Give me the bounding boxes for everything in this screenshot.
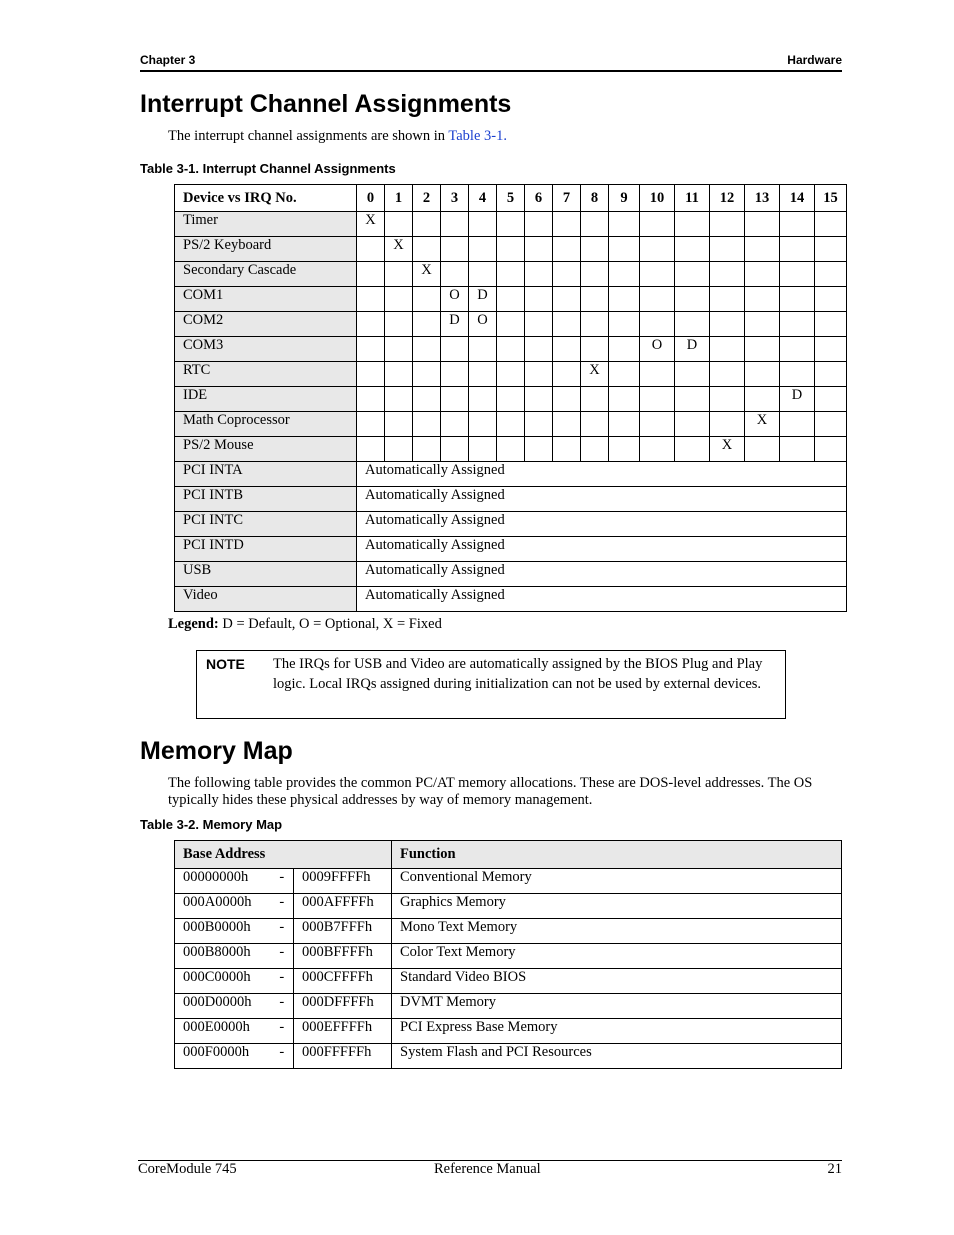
irq-cell (745, 262, 780, 287)
range-separator: - (271, 919, 294, 944)
device-name: COM3 (175, 337, 357, 362)
irq-cell (609, 262, 640, 287)
table-row (175, 462, 847, 487)
irq-table-body (175, 212, 847, 612)
device-name: IDE (175, 387, 357, 412)
irq-cell (710, 287, 745, 312)
irq-cell (710, 312, 745, 337)
irq-cell (441, 362, 469, 387)
irq-cell (640, 287, 675, 312)
table-row (175, 944, 842, 969)
irq-cell (413, 337, 441, 362)
device-name: Timer (175, 212, 357, 237)
irq-cell (815, 362, 847, 387)
irq-header-4: 4 (469, 185, 497, 212)
table-row (175, 1019, 842, 1044)
irq-cell (497, 212, 525, 237)
start-address: 000A0000h (175, 894, 271, 919)
irq-cell (413, 287, 441, 312)
irq-cell: D (441, 312, 469, 337)
irq-cell (640, 412, 675, 437)
irq-cell (581, 312, 609, 337)
irq-cell (675, 312, 710, 337)
page-number: 21 (827, 1161, 842, 1177)
table-row (175, 537, 847, 562)
table-row (175, 362, 847, 387)
irq-header-1: 1 (385, 185, 413, 212)
irq-cell (640, 262, 675, 287)
irq-cell (640, 237, 675, 262)
irq-cell (413, 437, 441, 462)
irq-cell (745, 237, 780, 262)
irq-cell (640, 362, 675, 387)
chapter-label: Chapter 3 (140, 53, 196, 67)
irq-cell (640, 312, 675, 337)
range-separator: - (271, 944, 294, 969)
irq-cell (609, 387, 640, 412)
irq-table-header-row (175, 185, 847, 212)
table-row (175, 237, 847, 262)
irq-cell (710, 362, 745, 387)
irq-cell (413, 212, 441, 237)
table-row (175, 262, 847, 287)
irq-cell (710, 337, 745, 362)
start-address: 000D0000h (175, 994, 271, 1019)
irq-cell (525, 337, 553, 362)
irq-cell (581, 287, 609, 312)
device-name: PCI INTB (175, 487, 357, 512)
auto-assigned-cell: Automatically Assigned (357, 562, 847, 587)
start-address: 000C0000h (175, 969, 271, 994)
auto-assigned-cell: Automatically Assigned (357, 487, 847, 512)
irq-cell (780, 337, 815, 362)
irq-cell (357, 312, 385, 337)
irq-cell (581, 337, 609, 362)
auto-assigned-cell: Automatically Assigned (357, 587, 847, 612)
device-name: RTC (175, 362, 357, 387)
irq-cell (675, 412, 710, 437)
irq-cell (469, 437, 497, 462)
irq-cell (357, 337, 385, 362)
irq-cell (525, 362, 553, 387)
irq-cell (745, 387, 780, 412)
table-row (175, 437, 847, 462)
section-label: Hardware (787, 53, 842, 67)
table-row (175, 312, 847, 337)
irq-cell: X (710, 437, 745, 462)
range-separator: - (271, 1044, 294, 1069)
irq-cell (441, 212, 469, 237)
irq-cell (497, 312, 525, 337)
note-text: The IRQs for USB and Video are automatically assigned by the BIOS Plug and Play logic. Local IRQs assigned during initialization can not be used by external devices. (273, 656, 763, 692)
function-header: Function (392, 841, 842, 869)
irq-cell (413, 312, 441, 337)
irq-intro (168, 128, 507, 145)
irq-cell (497, 287, 525, 312)
irq-cell (780, 262, 815, 287)
table-row (175, 512, 847, 537)
device-name: PS/2 Mouse (175, 437, 357, 462)
function-cell: System Flash and PCI Resources (392, 1044, 842, 1069)
function-cell: DVMT Memory (392, 994, 842, 1019)
irq-cell (357, 262, 385, 287)
irq-cell (675, 287, 710, 312)
irq-cell (413, 412, 441, 437)
footer-doc-type: Reference Manual (434, 1161, 541, 1177)
irq-cell (609, 437, 640, 462)
memory-section-title: Memory Map (140, 737, 293, 765)
table-row (175, 919, 842, 944)
table-row (175, 412, 847, 437)
irq-intro-suffix: . (503, 128, 507, 144)
device-name: USB (175, 562, 357, 587)
irq-header-10: 10 (640, 185, 675, 212)
end-address: 0009FFFFh (294, 869, 392, 894)
start-address: 000F0000h (175, 1044, 271, 1069)
irq-cell (581, 262, 609, 287)
irq-cell (815, 212, 847, 237)
irq-cell (357, 362, 385, 387)
irq-cell: X (581, 362, 609, 387)
irq-cell (675, 262, 710, 287)
note-box (196, 650, 786, 719)
irq-header-9: 9 (609, 185, 640, 212)
irq-cell (441, 387, 469, 412)
irq-cell (609, 362, 640, 387)
irq-cell (441, 337, 469, 362)
irq-cell (441, 237, 469, 262)
start-address: 000B0000h (175, 919, 271, 944)
range-separator: - (271, 969, 294, 994)
irq-cell (815, 287, 847, 312)
legend (168, 616, 442, 633)
irq-cell (385, 262, 413, 287)
irq-cell (609, 287, 640, 312)
end-address: 000DFFFFh (294, 994, 392, 1019)
memory-table-header-row (175, 841, 842, 869)
irq-cell (675, 437, 710, 462)
irq-cell (497, 337, 525, 362)
irq-cell (525, 212, 553, 237)
start-address: 00000000h (175, 869, 271, 894)
irq-cell (581, 387, 609, 412)
irq-cell (745, 312, 780, 337)
irq-cell (525, 412, 553, 437)
function-cell: Standard Video BIOS (392, 969, 842, 994)
irq-cell (497, 412, 525, 437)
irq-cell (357, 437, 385, 462)
irq-cell (553, 262, 581, 287)
range-separator: - (271, 1019, 294, 1044)
irq-cell (780, 412, 815, 437)
irq-cell (525, 287, 553, 312)
irq-cell (640, 212, 675, 237)
irq-header-11: 11 (675, 185, 710, 212)
irq-cell (469, 237, 497, 262)
footer-product: CoreModule 745 (138, 1161, 237, 1177)
irq-cell (675, 212, 710, 237)
range-separator: - (271, 894, 294, 919)
auto-assigned-cell: Automatically Assigned (357, 462, 847, 487)
irq-cell (469, 337, 497, 362)
table-row (175, 287, 847, 312)
irq-cell (780, 212, 815, 237)
running-header (140, 52, 842, 72)
irq-cell (357, 412, 385, 437)
irq-cell: X (745, 412, 780, 437)
irq-cell (497, 362, 525, 387)
irq-cell (413, 237, 441, 262)
irq-cell (385, 337, 413, 362)
irq-cell (609, 212, 640, 237)
irq-cell (553, 287, 581, 312)
table-row (175, 969, 842, 994)
irq-cell (413, 362, 441, 387)
table-row (175, 869, 842, 894)
table-row (175, 994, 842, 1019)
end-address: 000B7FFFh (294, 919, 392, 944)
irq-cell: O (640, 337, 675, 362)
irq-cell (815, 237, 847, 262)
end-address: 000AFFFFh (294, 894, 392, 919)
irq-cell (815, 412, 847, 437)
irq-cell (553, 237, 581, 262)
range-separator: - (271, 869, 294, 894)
irq-cell (815, 437, 847, 462)
function-cell: Graphics Memory (392, 894, 842, 919)
irq-cell (385, 362, 413, 387)
memory-map-table (174, 840, 842, 1069)
irq-cell (469, 212, 497, 237)
irq-cell: O (441, 287, 469, 312)
irq-cell (385, 312, 413, 337)
table-row (175, 894, 842, 919)
irq-header-8: 8 (581, 185, 609, 212)
device-name: Video (175, 587, 357, 612)
irq-cell (710, 212, 745, 237)
irq-cell (745, 212, 780, 237)
irq-header-13: 13 (745, 185, 780, 212)
irq-cell (815, 312, 847, 337)
irq-cell (710, 387, 745, 412)
irq-section-title: Interrupt Channel Assignments (140, 90, 512, 118)
irq-cell (780, 287, 815, 312)
table-row (175, 487, 847, 512)
table-row (175, 387, 847, 412)
function-cell: Color Text Memory (392, 944, 842, 969)
irq-cell (553, 312, 581, 337)
irq-cell (815, 262, 847, 287)
device-name: PCI INTA (175, 462, 357, 487)
irq-cell (581, 237, 609, 262)
irq-cell (745, 287, 780, 312)
irq-cell (745, 362, 780, 387)
irq-cell (675, 237, 710, 262)
start-address: 000B8000h (175, 944, 271, 969)
irq-cell (525, 262, 553, 287)
irq-cell: D (675, 337, 710, 362)
irq-cell (581, 412, 609, 437)
irq-cell (357, 387, 385, 412)
irq-cell (469, 262, 497, 287)
irq-cell (745, 437, 780, 462)
device-name: Secondary Cascade (175, 262, 357, 287)
irq-cell (710, 262, 745, 287)
irq-cell (609, 412, 640, 437)
irq-cell (609, 237, 640, 262)
running-footer (138, 1160, 842, 1181)
irq-cell: O (469, 312, 497, 337)
irq-cell (780, 437, 815, 462)
irq-cell: X (357, 212, 385, 237)
irq-cell (441, 412, 469, 437)
irq-cell (385, 212, 413, 237)
irq-header-3: 3 (441, 185, 469, 212)
device-name: PCI INTC (175, 512, 357, 537)
irq-cell (553, 337, 581, 362)
irq-header-6: 6 (525, 185, 553, 212)
irq-cell (525, 312, 553, 337)
irq-cell (497, 387, 525, 412)
irq-table (174, 184, 847, 612)
end-address: 000CFFFFh (294, 969, 392, 994)
irq-cell (553, 212, 581, 237)
start-address: 000E0000h (175, 1019, 271, 1044)
irq-cell (497, 437, 525, 462)
table-row (175, 587, 847, 612)
end-address: 000EFFFFh (294, 1019, 392, 1044)
note-label: NOTE (206, 656, 245, 672)
irq-cell (469, 412, 497, 437)
irq-header-7: 7 (553, 185, 581, 212)
irq-cell (780, 237, 815, 262)
irq-cell: X (413, 262, 441, 287)
legend-label: Legend: (168, 616, 219, 632)
auto-assigned-cell: Automatically Assigned (357, 537, 847, 562)
irq-cell (385, 387, 413, 412)
irq-cell (581, 437, 609, 462)
irq-cell (710, 237, 745, 262)
irq-cell (525, 437, 553, 462)
irq-cell (525, 237, 553, 262)
irq-intro-prefix: The interrupt channel assignments are shown in (168, 128, 449, 144)
irq-header-2: 2 (413, 185, 441, 212)
auto-assigned-cell: Automatically Assigned (357, 512, 847, 537)
irq-corner-header: Device vs IRQ No. (175, 185, 357, 212)
memory-table-caption: Table 3-2. Memory Map (140, 817, 283, 832)
irq-cell: D (469, 287, 497, 312)
irq-header-14: 14 (780, 185, 815, 212)
device-name: COM1 (175, 287, 357, 312)
irq-header-12: 12 (710, 185, 745, 212)
device-name: PCI INTD (175, 537, 357, 562)
table-row (175, 212, 847, 237)
irq-cell (675, 387, 710, 412)
irq-cell (553, 437, 581, 462)
irq-cell (469, 387, 497, 412)
irq-cell (780, 362, 815, 387)
legend-text: D = Default, O = Optional, X = Fixed (218, 616, 442, 632)
irq-cell (675, 362, 710, 387)
irq-cell (745, 337, 780, 362)
irq-cell (553, 362, 581, 387)
irq-cell (640, 387, 675, 412)
irq-cell (357, 237, 385, 262)
table-row (175, 1044, 842, 1069)
irq-header-5: 5 (497, 185, 525, 212)
irq-cell (385, 412, 413, 437)
irq-cell (469, 362, 497, 387)
base-address-header: Base Address (175, 841, 392, 869)
irq-cell (609, 337, 640, 362)
irq-cell (553, 387, 581, 412)
irq-cell (581, 212, 609, 237)
irq-cell (497, 237, 525, 262)
memory-intro: The following table provides the common PC/AT memory allocations. These are DOS-level addresses. The OS typically hides these physical addresses by way of memory management. (168, 775, 813, 808)
irq-cell: D (780, 387, 815, 412)
range-separator: - (271, 994, 294, 1019)
end-address: 000BFFFFh (294, 944, 392, 969)
irq-cell (815, 337, 847, 362)
irq-cell (357, 287, 385, 312)
table-3-1-link[interactable]: Table 3-1 (448, 128, 504, 144)
irq-cell (780, 312, 815, 337)
irq-cell (710, 412, 745, 437)
table-row (175, 337, 847, 362)
function-cell: Conventional Memory (392, 869, 842, 894)
irq-header-15: 15 (815, 185, 847, 212)
irq-cell (441, 262, 469, 287)
function-cell: PCI Express Base Memory (392, 1019, 842, 1044)
memory-table-body (175, 869, 842, 1069)
irq-cell (640, 437, 675, 462)
irq-cell (815, 387, 847, 412)
device-name: PS/2 Keyboard (175, 237, 357, 262)
irq-cell (385, 287, 413, 312)
end-address: 000FFFFFh (294, 1044, 392, 1069)
irq-cell (413, 387, 441, 412)
device-name: COM2 (175, 312, 357, 337)
irq-cell (525, 387, 553, 412)
irq-cell: X (385, 237, 413, 262)
irq-header-0: 0 (357, 185, 385, 212)
irq-cell (441, 437, 469, 462)
irq-cell (609, 312, 640, 337)
irq-cell (385, 437, 413, 462)
function-cell: Mono Text Memory (392, 919, 842, 944)
irq-cell (553, 412, 581, 437)
irq-table-caption: Table 3-1. Interrupt Channel Assignments (140, 161, 396, 176)
device-name: Math Coprocessor (175, 412, 357, 437)
table-row (175, 562, 847, 587)
irq-cell (497, 262, 525, 287)
